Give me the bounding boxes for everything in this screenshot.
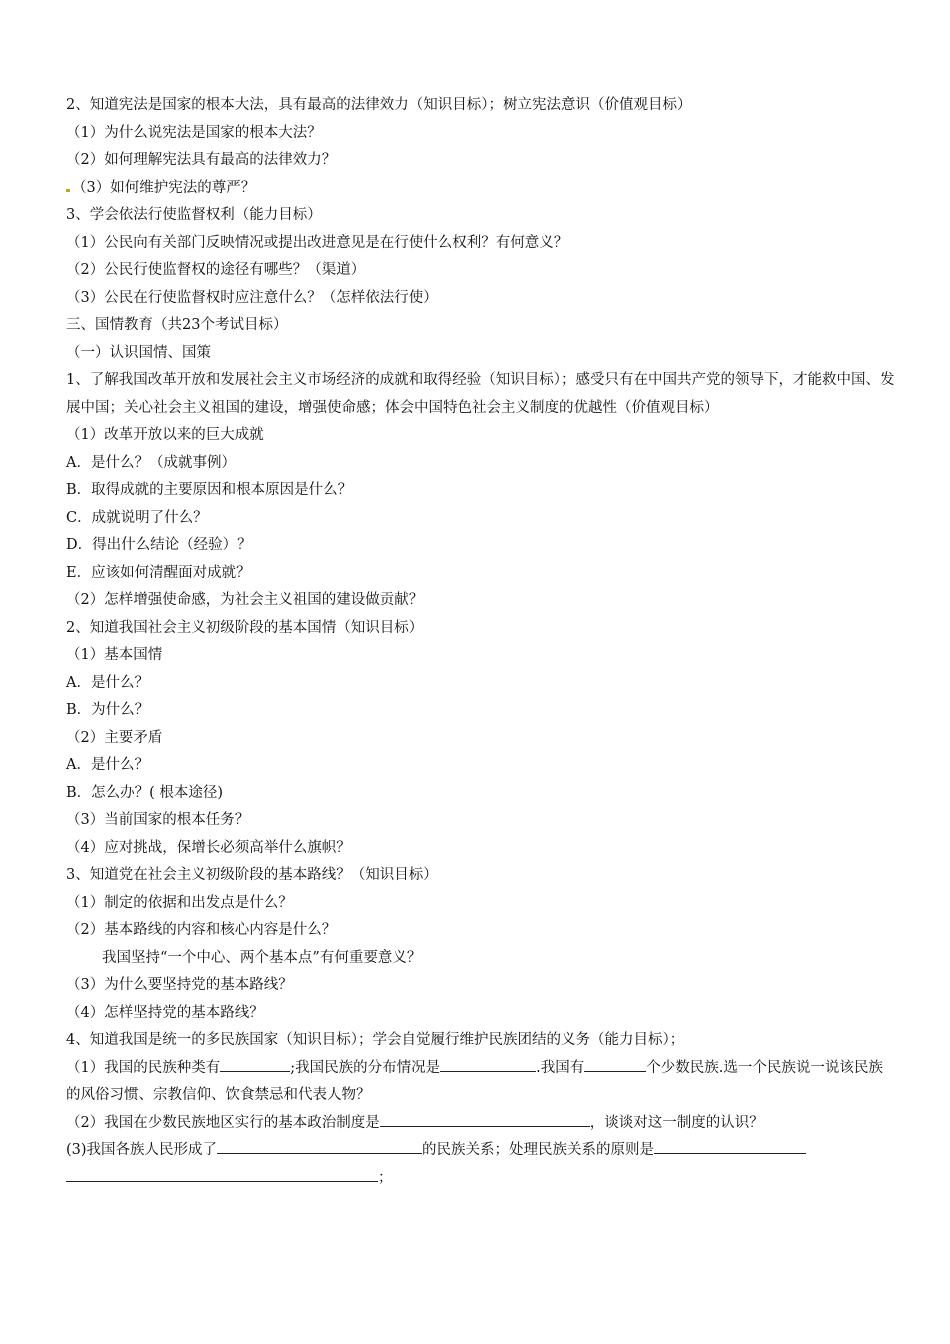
sub-question: E．应该如何清醒面对成就？ [66,564,251,581]
question: （1）公民向有关部门反映情况或提出改进意见是在行使什么权利？有何意义？ [66,234,569,251]
answer-blank[interactable] [440,1055,536,1072]
document-body [66,92,896,1192]
sub-question: B．取得成就的主要原因和根本原因是什么？ [66,482,353,498]
answer-blank[interactable] [584,1055,646,1072]
subsection-heading: （一）认识国情、国策 [66,344,211,361]
fill-text: (3)我国各族人民形成了 [66,1142,218,1158]
question: （2）主要矛盾 [66,729,163,746]
objective-4: 4、知道我国是统一的多民族国家（知识目标）；学会自觉履行维护民族团结的义务（能力目标）； [66,1032,685,1048]
question-continued: 我国坚持“一个中心、两个基本点”有何重要意义？ [102,949,422,966]
answer-blank[interactable] [220,1055,290,1072]
question: （2）如何理解宪法具有最高的法律效力？ [66,152,337,168]
fill-text: （1）我国的民族种类有 [66,1059,221,1076]
answer-blank[interactable] [380,1110,590,1127]
fill-question-3 [66,1137,896,1165]
answer-blank[interactable] [654,1137,806,1154]
heading-3: 3、学会依法行使监督权利（能力目标） [66,207,322,223]
fill-text: （2）我国在少数民族地区实行的基本政治制度是 [66,1114,380,1131]
answer-blank[interactable] [217,1137,422,1154]
fill-text: ，谈谈对这一制度的认识？ [589,1114,764,1131]
section-heading: 三、国情教育（共23个考试目标） [66,317,288,333]
edit-mark-icon [66,189,70,192]
objective-3: 3、知道党在社会主义初级阶段的基本路线？（知识目标） [66,867,438,883]
question [66,175,896,203]
heading-2: 2、知道宪法是国家的根本大法，具有最高的法律效力（知识目标）；树立宪法意识（价值观目标） [66,97,692,113]
question: （2）公民行使监督权的途径有哪些？（渠道） [66,262,366,278]
question: （3）当前国家的根本任务？ [66,812,250,828]
sub-question: B．怎么办？( 根本途径) [66,784,224,801]
fill-question-3-continued [66,1165,896,1193]
question-text: （3）如何维护宪法的尊严？ [72,179,256,196]
sub-question: D．得出什么结论（经验）？ [66,537,252,553]
sub-question: A．是什么？ [66,757,149,773]
fill-question-1 [66,1055,896,1110]
sub-question: C．成就说明了什么？ [66,509,208,526]
fill-text: ； [378,1169,393,1186]
fill-text: 个少数民族.选一个民族说一说该民族的风俗习惯、宗教信仰、饮食禁忌和代表人物？ [66,1059,883,1103]
question: （1）基本国情 [66,647,163,663]
sub-question: A．是什么？（成就事例） [66,454,236,471]
fill-question-2 [66,1110,896,1138]
sub-question: A．是什么？ [66,674,149,691]
question: （3）公民在行使监督权时应注意什么？（怎样依法行使） [66,289,438,306]
fill-text: 的民族关系；处理民族关系的原则是 [422,1142,655,1158]
question: （4）怎样坚持党的基本路线？ [66,1004,264,1021]
question: （2）怎样增强使命感，为社会主义祖国的建设做贡献？ [66,592,424,608]
question: （4）应对挑战，保增长必须高举什么旗帜？ [66,839,351,856]
fill-text: .我国有 [536,1059,585,1076]
sub-question: B．为什么？ [66,702,150,718]
question: （2）基本路线的内容和核心内容是什么？ [66,922,337,938]
question: （1）改革开放以来的巨大成就 [66,427,264,443]
answer-blank[interactable] [66,1165,378,1182]
fill-text: ;我国民族的分布情况是 [290,1059,441,1076]
question: （1）制定的依据和出发点是什么？ [66,894,293,911]
objective-2: 2、知道我国社会主义初级阶段的基本国情（知识目标） [66,619,424,636]
question: （3）为什么要坚持党的基本路线？ [66,977,293,993]
question: （1）为什么说宪法是国家的根本大法？ [66,124,322,141]
objective-1: 1、了解我国改革开放和发展社会主义市场经济的成就和取得经验（知识目标）；感受只有在中国共产党的领导下，才能救中国、发展中国；关心社会主义祖国的建设，增强使命感；体会中国特色社会主义制度的优越性（价值观目标） [66,372,895,416]
